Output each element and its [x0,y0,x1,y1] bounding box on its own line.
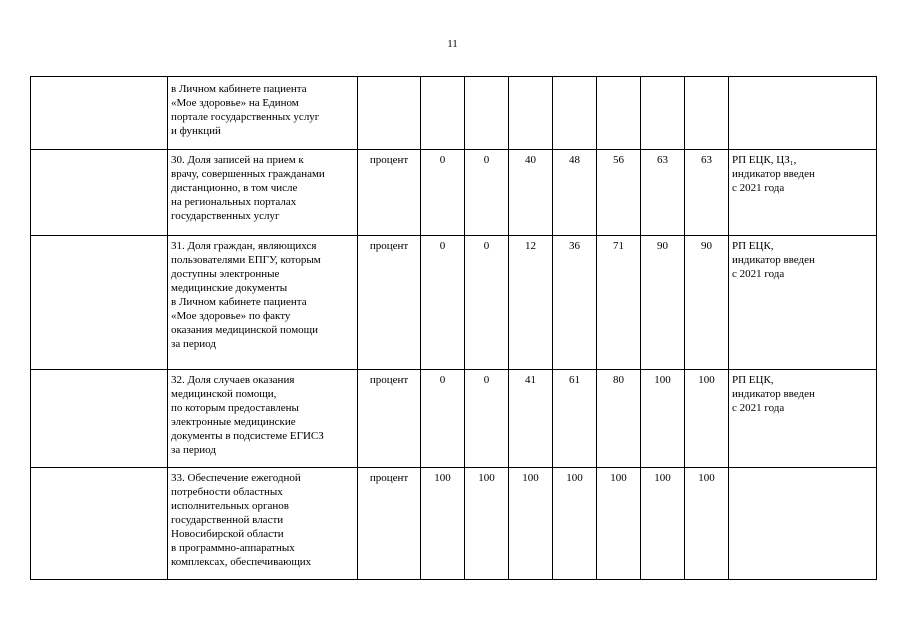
value-cell: 100 [553,468,597,580]
value-cell: 0 [465,236,509,370]
description-line: и функций [171,125,221,137]
description-line: портале государственных услуг [171,111,320,123]
value-cell: 63 [641,150,685,236]
value-cell [597,77,641,150]
value-cell: 0 [421,150,465,236]
note-line: с 2021 года [732,402,785,414]
value-cell: 36 [553,236,597,370]
table-row [31,468,877,580]
table-row [31,77,877,150]
description-line: в Личном кабинете пациента [171,83,307,95]
description-line: 32. Доля случаев оказания [171,374,295,386]
note-line: с 2021 года [732,268,785,280]
value-cell [509,77,553,150]
description-line: исполнительных органов [171,500,289,512]
indicators-table [30,76,877,580]
source-note [729,77,877,150]
table-row [31,150,877,236]
indicator-description [168,468,358,580]
value-cell: 63 [685,150,729,236]
description-line: государственной власти [171,514,284,526]
description-line: комплексах, обеспечивающих [171,556,312,568]
description-line: пользователями ЕПГУ, которым [171,254,321,266]
value-cell: 100 [421,468,465,580]
indicator-description [168,236,358,370]
value-cell: 100 [685,370,729,468]
page-number: 11 [447,38,458,50]
value-cell: 61 [553,370,597,468]
source-note [729,236,877,370]
source-note [729,150,877,236]
table-row [31,236,877,370]
blank-cell [31,236,168,370]
blank-cell [31,370,168,468]
value-cell: 12 [509,236,553,370]
value-cell: 100 [597,468,641,580]
value-cell [421,77,465,150]
description-line: на региональных порталах [171,196,297,208]
note-line: индикатор введен [732,388,815,400]
value-cell: 56 [597,150,641,236]
blank-cell [31,468,168,580]
description-line: 30. Доля записей на прием к [171,154,304,166]
description-line: документы в подсистеме ЕГИСЗ [171,430,324,442]
description-line: государственных услуг [171,210,280,222]
unit-cell: процент [358,468,421,580]
value-cell: 71 [597,236,641,370]
description-line: за период [171,338,216,350]
description-line: 31. Доля граждан, являющихся [171,240,317,252]
note-line: с 2021 года [732,182,785,194]
value-cell [641,77,685,150]
indicator-description [168,370,358,468]
table-row [31,370,877,468]
value-cell: 90 [685,236,729,370]
value-cell: 40 [509,150,553,236]
value-cell: 41 [509,370,553,468]
description-line: врачу, совершенных гражданами [171,168,325,180]
value-cell: 80 [597,370,641,468]
description-line: потребности областных [171,486,283,498]
description-line: по которым предоставлены [171,402,299,414]
value-cell: 0 [465,150,509,236]
description-line: доступны электронные [171,268,280,280]
description-line: оказания медицинской помощи [171,324,319,336]
description-line: в Личном кабинете пациента [171,296,307,308]
value-cell: 0 [465,370,509,468]
indicator-description [168,150,358,236]
value-cell: 90 [641,236,685,370]
unit-cell [358,77,421,150]
note-line: РП ЕЦК, ЦЗ₁, [732,154,797,166]
indicator-description [168,77,358,150]
value-cell [553,77,597,150]
note-line: индикатор введен [732,168,815,180]
description-line: дистанционно, в том числе [171,182,298,194]
unit-cell: процент [358,150,421,236]
value-cell: 100 [641,370,685,468]
blank-cell [31,77,168,150]
value-cell: 100 [641,468,685,580]
description-line: электронные медицинские [171,416,296,428]
source-note [729,468,877,580]
description-line: за период [171,444,216,456]
note-line: РП ЕЦК, [732,240,774,252]
description-line: «Мое здоровье» на Едином [171,97,299,109]
description-line: 33. Обеспечение ежегодной [171,472,301,484]
value-cell: 100 [685,468,729,580]
value-cell: 0 [421,370,465,468]
value-cell: 0 [421,236,465,370]
unit-cell: процент [358,236,421,370]
description-line: медицинской помощи, [171,388,277,400]
value-cell: 48 [553,150,597,236]
description-line: в программно-аппаратных [171,542,295,554]
source-note [729,370,877,468]
description-line: «Мое здоровье» по факту [171,310,291,322]
value-cell [465,77,509,150]
value-cell: 100 [465,468,509,580]
value-cell: 100 [509,468,553,580]
unit-cell: процент [358,370,421,468]
note-line: РП ЕЦК, [732,374,774,386]
value-cell [685,77,729,150]
description-line: медицинские документы [171,282,288,294]
note-line: индикатор введен [732,254,815,266]
description-line: Новосибирской области [171,528,284,540]
blank-cell [31,150,168,236]
